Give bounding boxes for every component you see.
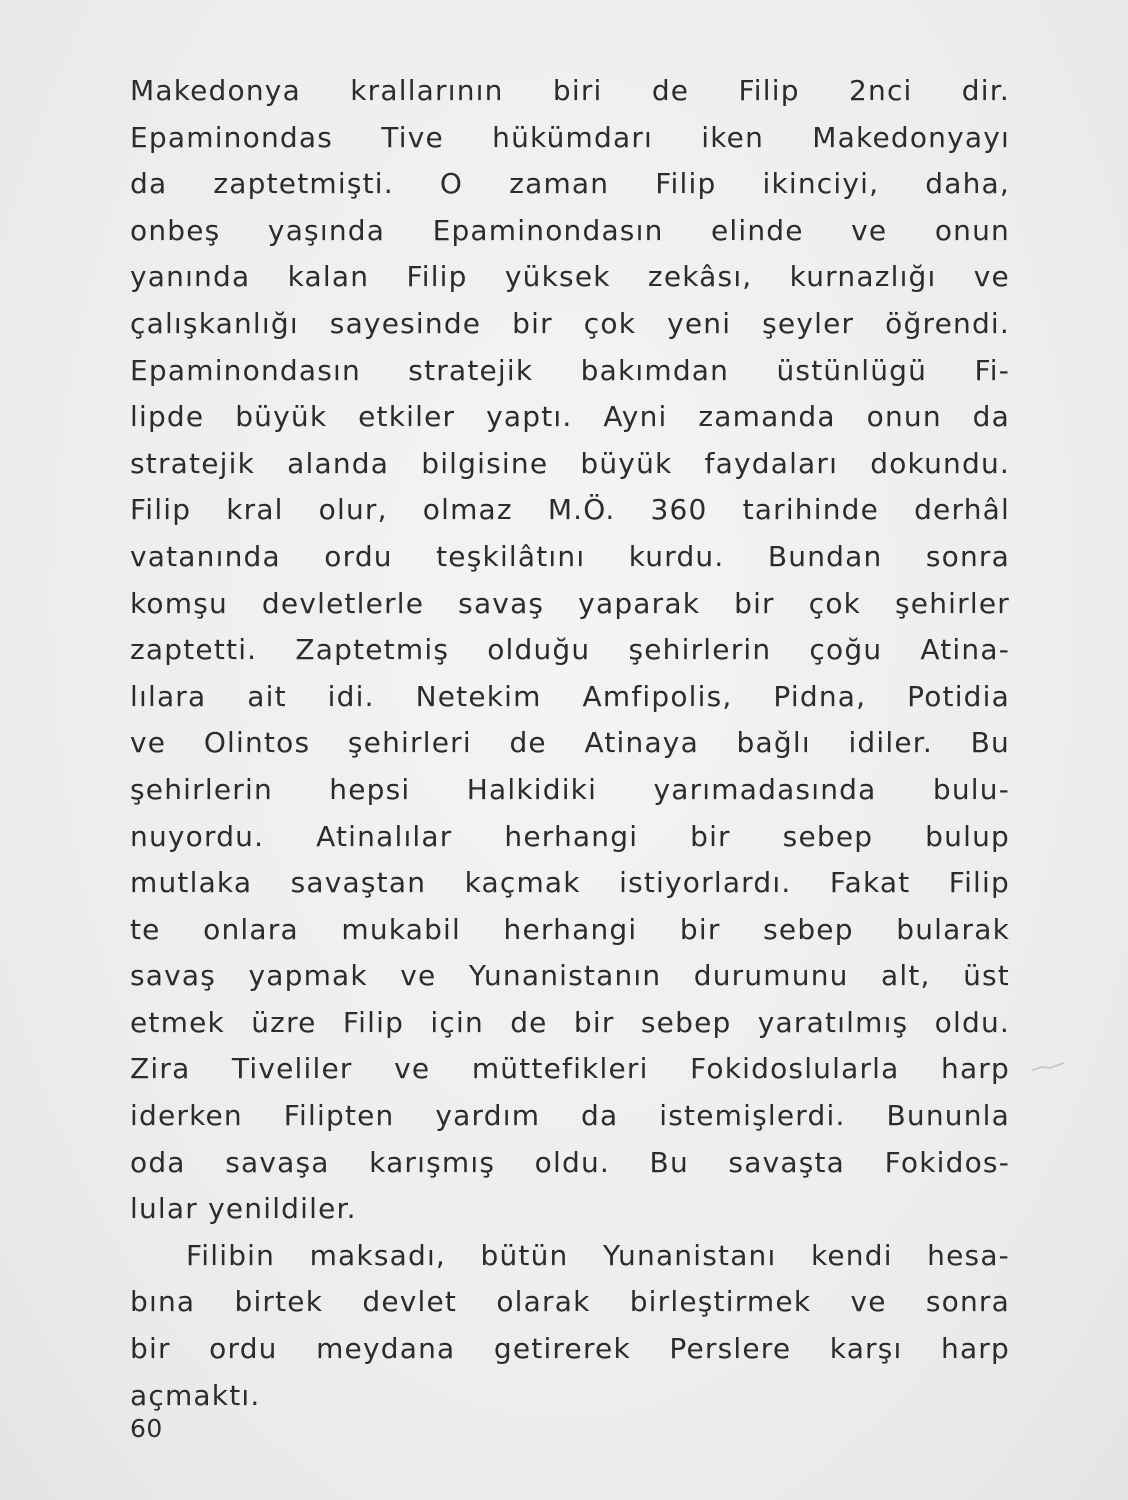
text-line: zaptetti. Zaptetmiş olduğu şehirlerin çoğu Atina- xyxy=(130,633,1010,667)
text-line: oda savaşa karışmış oldu. Bu savaşta Fokidos- xyxy=(130,1145,1010,1179)
text-line: savaş yapmak ve Yunanistanın durumunu alt, üst xyxy=(130,959,1010,993)
text-line: bına birtek devlet olarak birleştirmek ve sonra xyxy=(130,1285,1010,1319)
text-line: iderken Filipten yardım da istemişlerdi. Bununla xyxy=(130,1099,1010,1133)
text-line: onbeş yaşında Epaminondasın elinde ve onun xyxy=(130,213,1010,247)
text-line: Filip kral olur, olmaz M.Ö. 360 tarihinde derhâl xyxy=(130,493,1010,527)
paragraph-first-line: Filibin maksadı, bütün Yunanistanı kendi hesa- xyxy=(186,1238,1010,1272)
text-line: stratejik alanda bilgisine büyük faydaları dokundu. xyxy=(130,446,1010,480)
text-line: ve Olintos şehirleri de Atinaya bağlı idiler. Bu xyxy=(130,726,1010,760)
text-line: Zira Tiveliler ve müttefikleri Fokidoslularla harp xyxy=(130,1052,1010,1086)
text-line: komşu devletlerle savaş yaparak bir çok şehirler xyxy=(130,586,1010,620)
page-number: 60 xyxy=(130,1414,163,1443)
text-line: nuyordu. Atinalılar herhangi bir sebep bulup xyxy=(130,819,1010,853)
text-line: Makedonya krallarının biri de Filip 2nci dir. xyxy=(130,74,1010,107)
text-line: Epaminondasın stratejik bakımdan üstünlügü Fi- xyxy=(130,353,1010,387)
text-line: da zaptetmişti. O zaman Filip ikinciyi, daha, xyxy=(130,167,1010,201)
text-line: şehirlerin hepsi Halkidiki yarımadasında bulu- xyxy=(130,772,1010,806)
text-line: etmek üzre Filip için de bir sebep yaratılmış oldu. xyxy=(130,1005,1010,1039)
text-line: mutlaka savaştan kaçmak istiyorlardı. Fakat Filip xyxy=(130,866,1010,900)
text-line: vatanında ordu teşkilâtını kurdu. Bundan sonra xyxy=(130,539,1010,573)
text-line: açmaktı. xyxy=(130,1378,261,1412)
body-text xyxy=(130,68,1010,1419)
text-line: yanında kalan Filip yüksek zekâsı, kurnazlığı ve xyxy=(130,260,1010,294)
text-line: Epaminondas Tive hükümdarı iken Makedonyayı xyxy=(130,120,1010,154)
text-line: lipde büyük etkiler yaptı. Ayni zamanda onun da xyxy=(130,400,1010,434)
text-line: te onlara mukabil herhangi bir sebep bularak xyxy=(130,912,1010,946)
text-line: bir ordu meydana getirerek Perslere karşı harp xyxy=(130,1332,1010,1366)
text-line: lular yenildiler. xyxy=(130,1192,357,1226)
ink-smudge xyxy=(1030,1062,1066,1072)
text-line: lılara ait idi. Netekim Amfipolis, Pidna, Potidia xyxy=(130,679,1010,713)
text-line: çalışkanlığı sayesinde bir çok yeni şeyler öğrendi. xyxy=(130,306,1010,340)
